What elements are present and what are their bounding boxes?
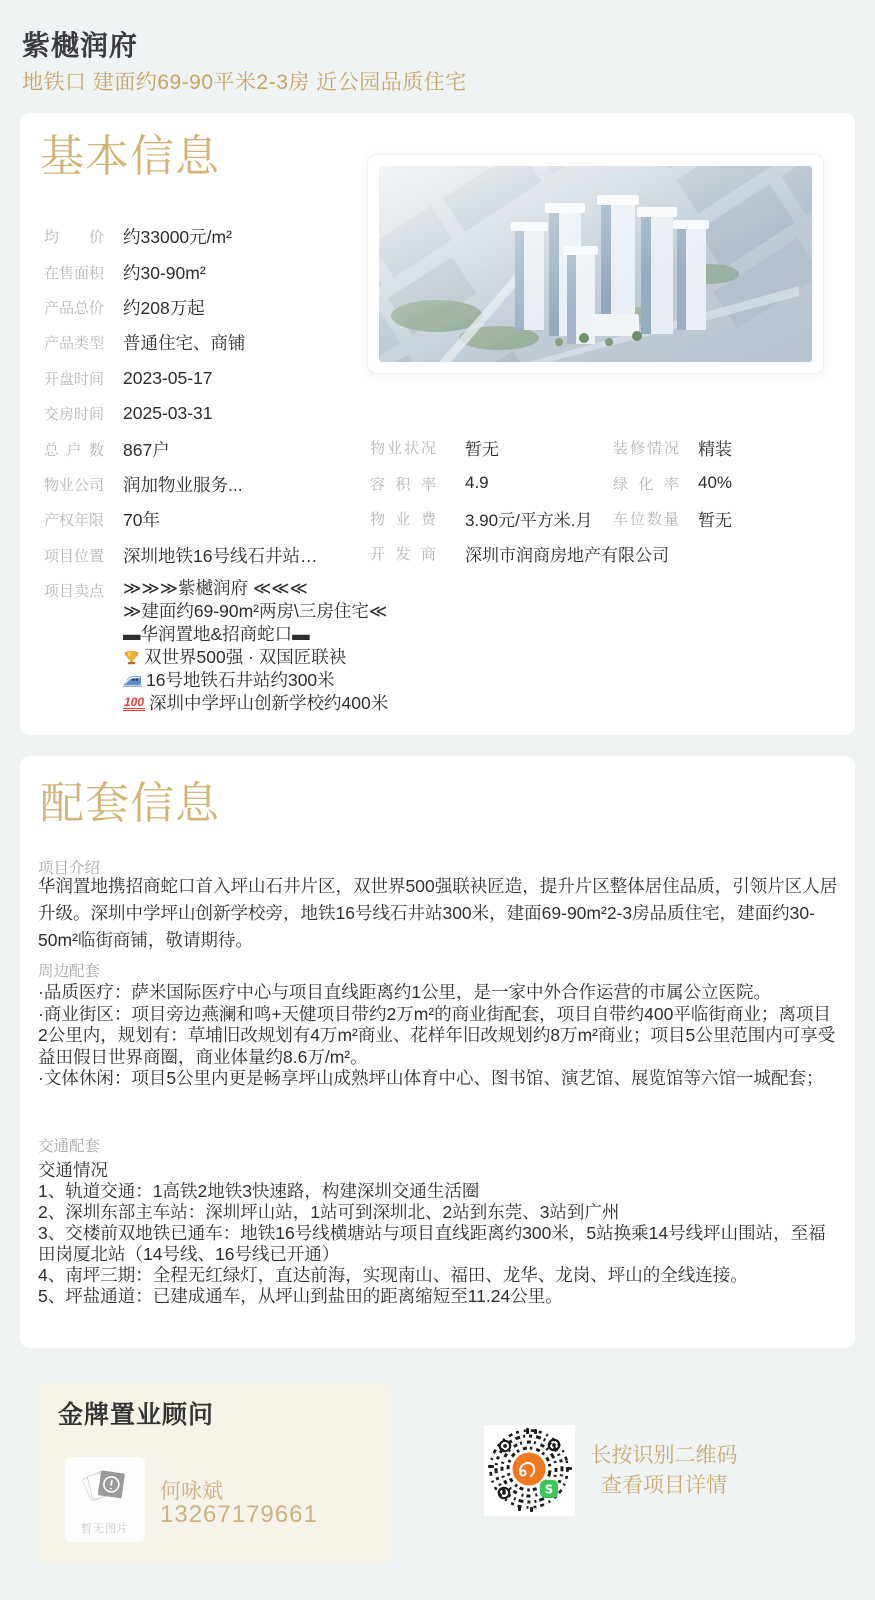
info-label: 总户数 [44, 441, 104, 459]
info-value: 4.9 [465, 473, 489, 493]
info-label: 项目位置 [44, 547, 105, 565]
info-label: 绿化率 [613, 475, 679, 493]
info-value: 普通住宅、商铺 [123, 333, 246, 354]
info-value: 70年 [123, 510, 160, 531]
info-value: 约208万起 [123, 297, 205, 318]
selling-point-line [123, 646, 388, 669]
selling-point-text: ≫≫≫紫樾润府 ≪≪≪ [123, 578, 308, 598]
info-value: 深圳市润商房地产有限公司 [465, 546, 669, 566]
info-value: 约30-90m² [123, 262, 206, 283]
info-row [44, 325, 317, 360]
mini-program-code-graphic [484, 1425, 575, 1516]
consultant-phone[interactable]: 13267179661 [160, 1501, 318, 1528]
svg-text:S: S [544, 1482, 554, 1497]
consultant-card-title: 金牌置业顾问 [58, 1401, 215, 1429]
info-value: 暂无 [465, 440, 499, 460]
basic-info-section-title: 基本信息 [40, 132, 220, 181]
info-row [370, 465, 850, 500]
selling-point-line [123, 623, 388, 646]
info-label: 产品类型 [44, 335, 105, 353]
selling-point-line [123, 577, 388, 600]
info-row [44, 502, 317, 537]
intro-paragraph: 华润置地携招商蛇口首入坪山石井片区，双世界500强联袂匠造，提升片区整体居住品质，引领片区人居升级。深圳中学坪山创新学校旁，地铁16号线石井站300米，建面69-90m²2-3房品质住宅，建面约30-50m²临街商铺，敬请期待。 [38, 876, 838, 950]
selling-point-text: 深圳中学坪山创新学校约400米 [149, 693, 389, 713]
info-row [370, 430, 850, 465]
info-label: 开发商 [370, 546, 436, 564]
info-label: 物业公司 [44, 476, 105, 494]
info-value: 约33000元/m² [123, 227, 232, 248]
around-item: ·商业街区：项目旁边燕澜和鸣+天健项目带约2万m²的商业街配套，项目自带约400平临街商业；离项目2公里内，规划有：草埔旧改规划有4万m²商业、花样年旧改规划约8万m²商业；项目5公里范围内可享受益田假日世界商圈，商业体量约8.6万/m²。 [38, 1003, 836, 1067]
info-label: 物业状况 [370, 440, 436, 458]
info-row [44, 361, 317, 396]
info-label: 均价 [44, 229, 104, 247]
no-photo-text: 暂无图片 [81, 1523, 129, 1535]
train-icon [123, 674, 142, 688]
consultant-name: 何咏斌 [160, 1480, 223, 1503]
around-list [38, 982, 838, 1090]
basic-info-card [20, 113, 855, 735]
info-value: 深圳地铁16号线石井站… [123, 545, 318, 566]
info-value: 2025-03-31 [123, 403, 213, 424]
selling-point-text: ≫建面约69-90m²两房\三房住宅≪ [123, 601, 388, 621]
qr-instruction-line2: 查看项目详情 [601, 1474, 727, 1497]
selling-point-text: 16号地铁石井站约300米 [146, 670, 335, 690]
property-aerial-image[interactable] [368, 155, 823, 373]
traffic-heading: 交通情况 [38, 1160, 108, 1180]
info-value: 40% [698, 473, 733, 493]
info-label: 产品总价 [44, 299, 105, 317]
qr-instruction-text [575, 1441, 753, 1501]
info-label: 开盘时间 [44, 370, 105, 388]
info-value: 精装 [698, 440, 732, 460]
info-value: 867户 [123, 439, 170, 460]
aerial-render-graphic [379, 166, 812, 362]
info-label: 项目卖点 [44, 583, 105, 600]
selling-point-text: 双世界500强 · 双国匠联袂 [144, 647, 347, 667]
info-row [44, 396, 317, 431]
info-value: 3.90元/平方米.月 [465, 510, 593, 530]
info-label: 在售面积 [44, 264, 105, 282]
info-row [370, 501, 850, 536]
qr-instruction-line1: 长按识别二维码 [590, 1444, 738, 1467]
consultant-photo-placeholder [65, 1457, 145, 1542]
traffic-item: 1、轨道交通：1高铁2地铁3快速路，构建深圳交通生活圈 [38, 1181, 480, 1201]
traffic-label: 交通配套 [38, 1138, 101, 1155]
info-value: 润加物业服务... [123, 474, 243, 495]
info-row [44, 254, 317, 289]
selling-point-text: ▬华润置地&招商蛇口▬ [123, 624, 310, 644]
selling-points-lines [123, 577, 388, 715]
info-label: 产权年限 [44, 512, 105, 530]
info-value: 暂无 [698, 510, 732, 530]
info-row [44, 538, 317, 573]
page-subtitle: 地铁口 建面约69-90平米2-3房 近公园品质住宅 [22, 71, 467, 94]
info-row [370, 536, 850, 571]
around-item: ·品质医疗：萨米国际医疗中心与项目直线距离约1公里，是一家中外合作运营的市属公立医院。 [38, 982, 772, 1002]
around-label: 周边配套 [38, 963, 101, 980]
info-row [44, 431, 317, 466]
selling-points-row [44, 577, 388, 715]
intro-label: 项目介绍 [38, 860, 101, 877]
facilities-section-title: 配套信息 [40, 779, 220, 828]
selling-point-line [123, 600, 388, 623]
info-row [44, 219, 317, 254]
selling-point-line [123, 669, 388, 692]
info-label: 车位数量 [613, 510, 679, 528]
consultant-card [38, 1383, 392, 1563]
info-row [44, 290, 317, 325]
traffic-item: 5、坪盐通道：已建成通车，从坪山到盐田的距离缩短至11.24公里。 [38, 1286, 563, 1306]
info-value: 2023-05-17 [123, 367, 213, 388]
page-title: 紫樾润府 [22, 30, 139, 61]
qr-code[interactable] [484, 1425, 575, 1516]
no-photo-icon [82, 1467, 128, 1509]
info-label: 容积率 [370, 475, 436, 493]
traffic-item: 4、南坪三期：全程无红绿灯，直达前海，实现南山、福田、龙华、龙岗、坪山的全线连接。 [38, 1265, 748, 1285]
around-item: ·文体休闲：项目5公里内更是畅享坪山成熟坪山体育中心、图书馆、演艺馆、展览馆等六馆一城配套； [38, 1068, 824, 1088]
info-row [44, 467, 317, 502]
basic-info-right-rows [370, 430, 850, 572]
basic-info-left-rows [44, 219, 317, 573]
traffic-item: 2、深圳东部主车站：深圳坪山站，1站可到深圳北、2站到东莞、3站到广州 [38, 1202, 620, 1222]
facilities-card [20, 756, 855, 1348]
trophy-icon [123, 649, 140, 666]
selling-point-line [123, 692, 388, 715]
hundred-points-icon: 100 [124, 694, 145, 709]
traffic-item: 3、交楼前双地铁已通车：地铁16号线横塘站与项目直线距离约300米，5站换乘14号线坪山围站，至福田岗厦北站（14号线、16号线已开通） [38, 1223, 826, 1264]
info-label: 装修情况 [613, 440, 679, 458]
info-label: 物业费 [370, 510, 436, 528]
info-label: 交房时间 [44, 406, 105, 424]
traffic-list [38, 1160, 838, 1307]
